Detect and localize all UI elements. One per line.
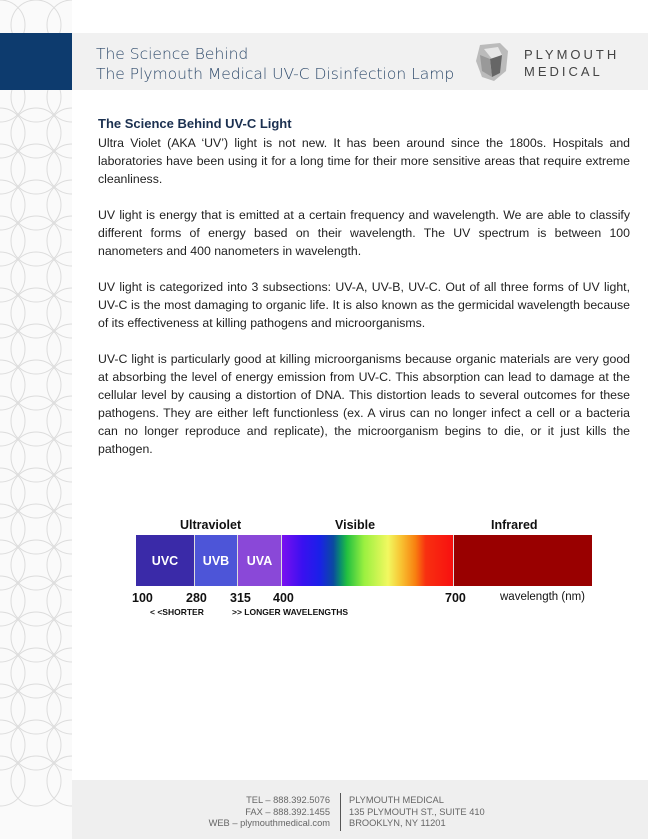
tick-700: 700: [445, 591, 466, 605]
pattern-circle: [47, 468, 72, 518]
pattern-circle: [47, 288, 72, 338]
longer-label: >> LONGER WAVELENGTHS: [232, 607, 349, 617]
pattern-circle: [47, 720, 72, 770]
page-header: [72, 33, 648, 90]
page-title: [96, 44, 454, 84]
footer-divider: [340, 793, 341, 831]
pattern-circle: [0, 576, 25, 626]
pattern-circle: [0, 180, 25, 230]
spectrum-bar: [136, 535, 592, 586]
paragraph: UV-C light is particularly good at killing microorganisms because organic materials are very good at absorbing the level of energy emission from UV-C. This absorption can lead to damage at the cellular level by causing a distortion of DNA. This distortion leads to several outcomes for these pathogens. They are either left functionless (ex. A virus can no longer infect a cell or a bacteria can no longer reproduce and replicate), the microorganism begins to die, or it just kills the pathogen.: [98, 352, 630, 456]
pattern-circle: [0, 504, 25, 554]
unit-label: wavelength (nm): [500, 591, 586, 603]
navy-accent-block: [0, 33, 72, 90]
pattern-circle: [0, 648, 25, 698]
article-body: [98, 116, 630, 476]
pattern-circle: [0, 756, 25, 806]
pattern-circle: [47, 216, 72, 266]
pattern-circle: [47, 360, 72, 410]
uvc-band: UVC: [136, 535, 195, 586]
infrared-label: Infrared: [491, 518, 538, 532]
page-footer: [72, 780, 648, 839]
tick-315: 315: [230, 591, 251, 605]
logo-icon: [472, 41, 512, 83]
title-line-2: The Plymouth Medical UV-C Disinfection Lamp: [96, 65, 455, 83]
address: [349, 795, 485, 830]
pattern-circle: [47, 756, 72, 806]
pattern-circle: [47, 612, 72, 662]
pattern-circle: [47, 180, 72, 230]
tick-400: 400: [273, 591, 294, 605]
fax: FAX – 888.392.1455: [245, 806, 330, 817]
pattern-circle: [0, 396, 25, 446]
pattern-circle: [0, 108, 25, 158]
section-heading: The Science Behind UV-C Light: [98, 116, 292, 131]
logo-line-2: MEDICAL: [524, 64, 603, 79]
pattern-circle: [47, 540, 72, 590]
pattern-circle: [0, 684, 25, 734]
tick-100: 100: [132, 591, 153, 605]
shorter-label: < <SHORTER: [150, 607, 204, 617]
tick-280: 280: [186, 591, 207, 605]
uva-band: UVA: [238, 535, 282, 586]
pattern-circle: [0, 288, 25, 338]
spectrum-diagram: [130, 515, 600, 620]
pattern-circle: [0, 324, 25, 374]
pattern-circle: [0, 612, 25, 662]
pattern-circle: [0, 540, 25, 590]
visible-band: [282, 535, 454, 586]
logo-line-1: PLYMOUTH: [524, 47, 620, 62]
pattern-circle: [47, 108, 72, 158]
pattern-circle: [47, 144, 72, 194]
pattern-circle: [0, 252, 25, 302]
company-name: PLYMOUTH MEDICAL: [349, 795, 444, 805]
uvb-band: UVB: [195, 535, 238, 586]
address-line-2: BROOKLYN, NY 11201: [349, 818, 446, 828]
paragraph: Ultra Violet (AKA ‘UV’) light is not new. It has been around since the 1800s. Hospitals and laboratories have been using it for a long time for their more sensitive areas that require extreme cleanliness.: [98, 136, 630, 186]
infrared-band: [454, 535, 592, 586]
pattern-circle: [0, 720, 25, 770]
pattern-circle: [47, 396, 72, 446]
pattern-circle: [47, 432, 72, 482]
address-line-1: 135 PLYMOUTH ST., SUITE 410: [349, 806, 485, 817]
paragraph: UV light is energy that is emitted at a certain frequency and wavelength. We are able to classify different forms of energy based on their wavelength. The UV spectrum is between 100 nanometers and 400 nanometers in wavelength.: [98, 208, 630, 258]
pattern-circle: [47, 252, 72, 302]
pattern-circle: [47, 648, 72, 698]
pattern-circle: [47, 684, 72, 734]
pattern-circle: [47, 504, 72, 554]
visible-label: Visible: [335, 518, 376, 532]
pattern-circle: [0, 468, 25, 518]
decorative-pattern: [0, 0, 72, 839]
contact-info: [209, 795, 330, 830]
pattern-circle: [47, 576, 72, 626]
ultraviolet-label: Ultraviolet: [180, 518, 242, 532]
pattern-circle: [0, 144, 25, 194]
pattern-circle: [0, 216, 25, 266]
title-line-1: The Science Behind: [96, 45, 249, 63]
pattern-circle: [0, 432, 25, 482]
pattern-circle: [47, 324, 72, 374]
website: WEB – plymouthmedical.com: [208, 818, 330, 828]
paragraph: UV light is categorized into 3 subsections: UV-A, UV-B, UV-C. Out of all three forms of UV light, UV-C is the most damaging to organic life. It is also known as the germicidal wavelength because of its effectiveness at killing pathogens and microorganisms.: [98, 280, 630, 330]
phone: TEL – 888.392.5076: [246, 795, 330, 805]
logo-text: [524, 46, 619, 80]
pattern-circle: [0, 360, 25, 410]
